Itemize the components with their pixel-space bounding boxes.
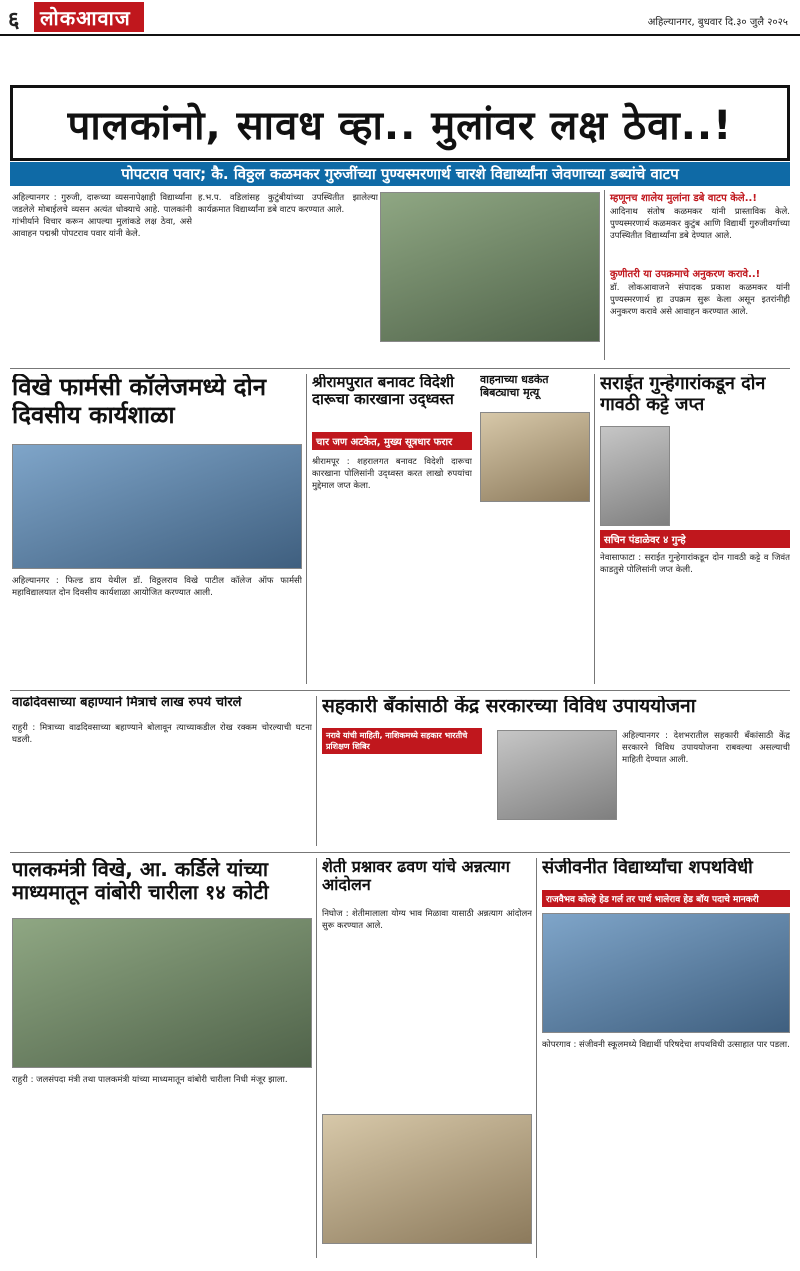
story-title: वाहनाच्या धडकेत बिबट्याचा मृत्यू [480, 374, 549, 399]
page-number: ६ [8, 8, 20, 33]
story-title: संजीवनीत विद्यार्थ्यांचा शपथविधी [542, 858, 753, 878]
divider [536, 858, 537, 1258]
lead-sidebar [610, 190, 790, 360]
story-photo [600, 426, 670, 526]
newspaper-logo: लोकआवाज [34, 2, 144, 32]
story-body: अहिल्यानगर : देशभरातील सहकारी बँकांसाठी केंद्र सरकारने विविध उपाययोजना राबवल्या असल्याची माहिती देण्यात आली. [622, 731, 790, 765]
story-tagline: नरावे यांची माहिती, नाशिकमध्ये सहकार भारतीचे प्रशिक्षण शिबिर [322, 728, 482, 754]
story-tagline: चार जण अटकेत, मुख्य सूत्रधार फरार [312, 432, 472, 450]
divider [10, 368, 790, 369]
lead-banner: पालकांनो, सावध व्हा.. मुलांवर लक्ष ठेवा..! [10, 85, 790, 161]
story-photo [322, 1114, 532, 1244]
sidebar-body-2: डॉ. लोकआवाजने संपादक प्रकाश कळमकर यांनी पुण्यस्मरणार्थ हा उपक्रम सुरू केला असून इतरांनीही अनुकरण करावे असे आवाहन करण्यात आले. [610, 283, 790, 317]
story-title: शेती प्रश्नावर ढवण यांचे अन्नत्याग आंदोलन [322, 858, 510, 895]
story-body: नेवासाफाटा : सराईत गुन्हेगारांकडून दोन गावठी कट्टे व जिवंत काडतुसे पोलिसांनी जप्त केली. [600, 553, 790, 575]
sidebar-heading: म्हणूनच शालेय मुलांना डबे वाटप केले..! [610, 193, 757, 204]
story-card [12, 696, 312, 846]
story-body: श्रीरामपूर : शहरालगत बनावट विदेशी दारूचा कारखाना पोलिसांनी उद्ध्वस्त करत लाखो रुपयांचा मुद्देमाल जप्त केला. [312, 457, 472, 491]
story-body: अहिल्यानगर : फिल्ड डाय येथील डॉ. विठ्ठलराव विखे पाटील कॉलेज ऑफ फार्मसी महाविद्यालयात दोन दिवसीय कार्यशाळा आयोजित करण्यात आली. [12, 576, 302, 598]
story-card [12, 374, 302, 684]
story-card [322, 696, 790, 846]
story-tagline: राजवैभव कोल्हे हेड गर्ल तर पार्थ भालेराव हेड बॉय पदाचे मानकरी [542, 890, 790, 907]
story-photo [497, 730, 617, 820]
story-title: सराईत गुन्हेगारांकडून दोन गावठी कट्टे जप्त [600, 374, 766, 415]
sidebar-body: आदिनाथ संतोष कळमकर यांनी प्रास्ताविक केले. पुण्यस्मरणार्थ कळमकर कुटुंब आणि विद्यार्थी गुरुजीवर्गाच्या उपस्थितीत विद्यार्थ्यांना डबे देण्यात आले. [610, 207, 790, 241]
lead-body-1: अहिल्यानगर : गुरुजी, दारूच्या व्यसनापेक्षाही विद्यार्थ्यांना जडलेले मोबाईलचे व्यसन अत्यंत धोक्याचे आहे. पालकांनी गांभीर्याने विचार करून आपल्या मुलांकडे लक्ष ठेवा, असे आवाहन पद्मश्री पोपटराव पवार यांनी केले. [12, 193, 192, 239]
story-card [600, 374, 790, 684]
story-photo [542, 913, 790, 1033]
story-card [12, 858, 312, 1258]
masthead [0, 0, 800, 36]
edition-date: अहिल्यानगर, बुधवार दि.३० जुलै २०२५ [647, 17, 788, 28]
story-card [322, 858, 532, 1258]
story-tagline: सचिन पंडाळेवर ४ गुन्हे [600, 530, 790, 548]
divider [10, 690, 790, 691]
sidebar-heading-2: कुणीतरी या उपक्रमाचे अनुकरण करावे..! [610, 269, 761, 280]
divider [316, 696, 317, 846]
story-title: वाढदिवसाच्या बहाण्याने मित्राचे लाख रुपये चोरले [12, 696, 242, 710]
story-photo [12, 444, 302, 569]
leopard-photo [480, 412, 590, 502]
lead-photo [380, 192, 600, 342]
story-body: निघोज : शेतीमालाला योग्य भाव मिळावा यासाठी अन्नत्याग आंदोलन सुरू करण्यात आले. [322, 909, 532, 931]
lead-body-2: ह.भ.प. वडिलांसह कुटुंबीयांच्या उपस्थितीत झालेल्या कार्यक्रमात विद्यार्थ्यांना डबे वाटप करण्यात आले. [198, 193, 378, 215]
story-title: श्रीरामपुरात बनावट विदेशी दारूचा कारखाना उद्ध्वस्त [312, 374, 454, 409]
story-title: पालकमंत्री विखे, आ. कर्डिले यांच्या माध्यमातून वांबोरी चारीला १४ कोटी [12, 858, 269, 904]
divider [604, 190, 605, 360]
lead-subhead: पोपटराव पवार; कै. विठ्ठल कळमकर गुरुजींच्या पुण्यस्मरणार्थ चारशे विद्यार्थ्यांना जेवणाच्या डब्यांचे वाटप [10, 162, 790, 186]
story-photo [12, 918, 312, 1068]
story-body: कोपरगाव : संजीवनी स्कूलमध्ये विद्यार्थी परिषदेचा शपथविधी उत्साहात पार पडला. [542, 1040, 790, 1050]
story-body: राहुरी : जलसंपदा मंत्री तथा पालकमंत्री यांच्या माध्यमातून वांबोरी चारीला निधी मंजूर झाला. [12, 1075, 288, 1085]
story-card [480, 374, 590, 554]
story-card [312, 374, 472, 684]
divider [594, 374, 595, 684]
divider [306, 374, 307, 684]
story-card [542, 858, 790, 1258]
story-title: सहकारी बँकांसाठी केंद्र सरकारच्या विविध उपाययोजना [322, 696, 696, 717]
story-title: विखे फार्मसी कॉलेजमध्ये दोन दिवसीय कार्यशाळा [12, 374, 267, 429]
divider [316, 858, 317, 1258]
story-body: राहुरी : मित्राच्या वाढदिवसाच्या बहाण्याने बोलावून त्याच्याकडील रोख रक्कम चोरल्याची घटना घडली. [12, 723, 312, 745]
divider [10, 852, 790, 853]
